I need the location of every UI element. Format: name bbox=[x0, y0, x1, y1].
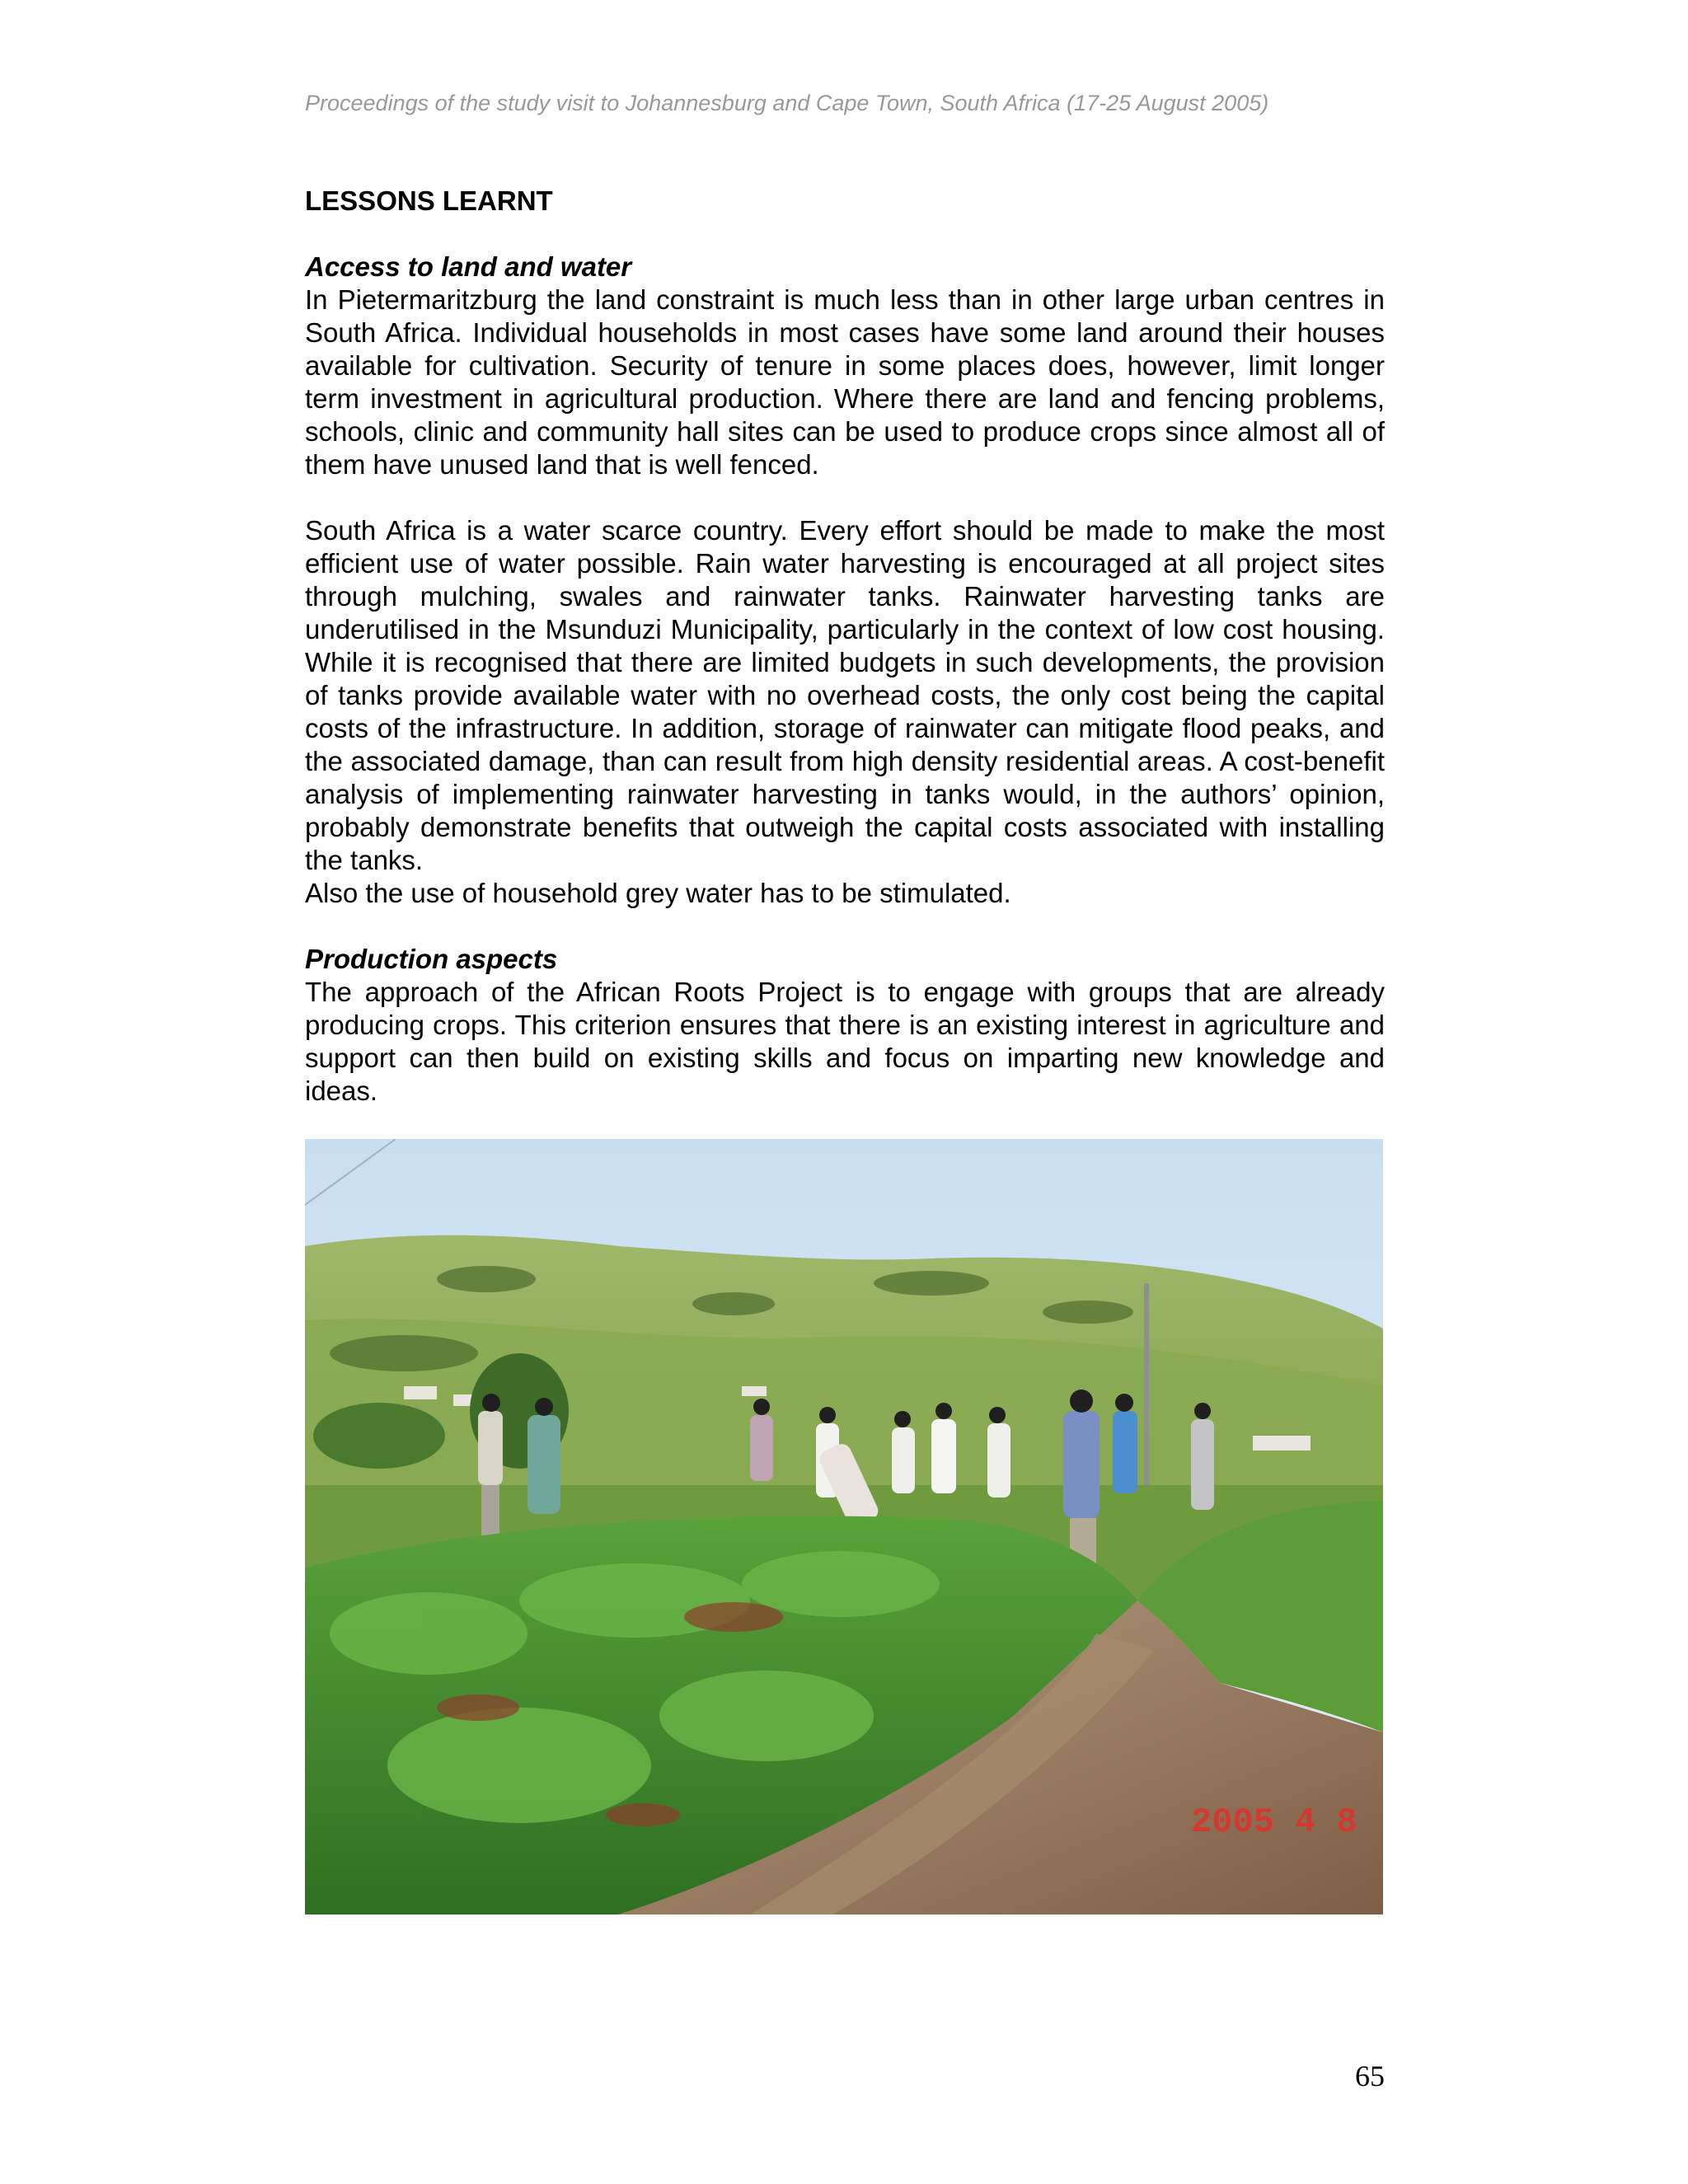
paragraph-land-constraint: In Pietermaritzburg the land constraint is much less than in other large urban centres in South Africa. Individual households in most cases have some land around their houses available for cultivation. Security of tenure in some places does, however, limit longer term investment in agricultural production. Where there are land and fencing problems, schools, clinic and community hall sites can be used to produce crops since almost all of them have unused land that is well fenced. bbox=[305, 284, 1385, 480]
spacer bbox=[305, 218, 1385, 251]
section-title: LESSONS LEARNT bbox=[305, 185, 553, 216]
garden-photo bbox=[305, 1139, 1383, 1915]
paragraph-grey-water: Also the use of household grey water has to be stimulated. bbox=[305, 878, 1011, 908]
content-body bbox=[305, 185, 1385, 1108]
paragraph-water-scarcity: South Africa is a water scarce country. Every effort should be made to make the most efficient use of water possible. Rain water harvesting is encouraged at all project sites through mulching, swales and rainwater tanks. Rainwater harvesting tanks are underutilised in the Msunduzi Municipality, particularly in the context of low cost housing. While it is recognised that there are limited budgets in such developments, the provision of tanks provide available water with no overhead costs, the only cost being the capital costs of the infrastructure. In addition, storage of rainwater can mitigate flood peaks, and the associated damage, than can result from high density residential areas. A cost-benefit analysis of implementing rainwater harvesting in tanks would, in the authors’ opinion, probably demonstrate benefits that outweigh the capital costs associated with installing the tanks. bbox=[305, 515, 1385, 875]
spacer bbox=[305, 910, 1385, 943]
photo-date-stamp: 2005 4 8 bbox=[1191, 1802, 1357, 1842]
paragraph-production-approach: The approach of the African Roots Project is to engage with groups that are already producing crops. This criterion ensures that there is an existing interest in agriculture and support can then build on existing skills and focus on imparting new knowledge and ideas. bbox=[305, 977, 1385, 1106]
subheading-production-aspects: Production aspects bbox=[305, 944, 558, 974]
spacer bbox=[305, 481, 1385, 514]
running-header: Proceedings of the study visit to Johannesburg and Cape Town, South Africa (17-25 August 2005) bbox=[305, 91, 1269, 115]
page-number: 65 bbox=[1355, 2060, 1385, 2093]
garden-photo-illustration bbox=[305, 1139, 1383, 1915]
subheading-access-land-water: Access to land and water bbox=[305, 251, 632, 282]
